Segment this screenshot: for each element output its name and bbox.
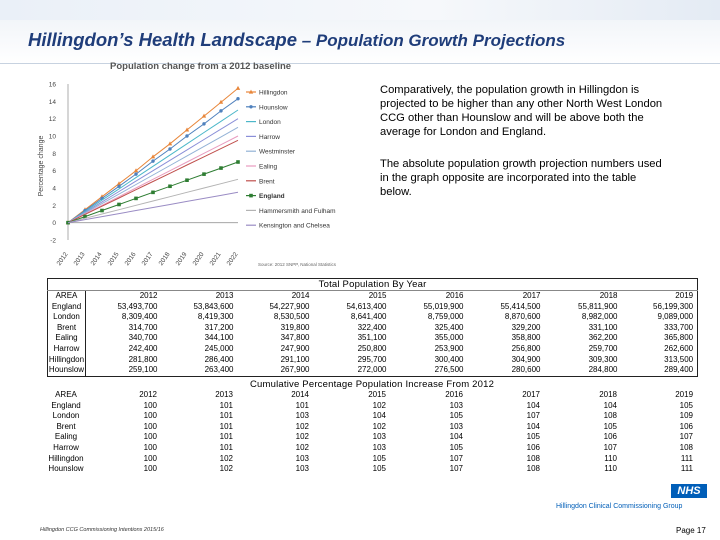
chart-data-point [185,134,188,137]
table-cell: 104 [603,400,617,410]
chart-legend-label: Brent [259,178,275,186]
chart-legend-label: Westminster [259,148,295,156]
table-cell: 280,600 [511,365,541,375]
table-cell: 100 [143,442,157,452]
title-main: Hillingdon’s Health Landscape [28,29,297,50]
area-name: Ealing [54,432,78,442]
table-cell: 53,493,700 [117,301,158,311]
chart-x-tick-label: 2019 [174,251,189,267]
table-cell: 309,300 [588,354,618,364]
area-name: Hillingdon [48,354,85,364]
table-cell: 259,700 [588,343,618,353]
chart-data-point [168,147,171,150]
table-cell: 105 [372,453,386,463]
table-cell: 106 [603,432,617,442]
table-cell: 100 [143,453,157,463]
table-cell: 105 [449,442,463,452]
chart-y-tick-label: 6 [52,168,56,176]
table-cell: 322,400 [357,322,387,332]
table-cell: 313,500 [664,354,694,364]
chart-y-tick-label: 8 [52,150,56,158]
year-header: 2016 [445,291,464,300]
table-cell: 110 [604,453,617,463]
table-cell: 107 [449,453,463,463]
organisation-name: Hillingdon Clinical Commissioning Group [556,503,683,510]
chart-source: Source: 2012 SNPP, National Statistics [258,262,336,267]
table-cell: 295,700 [357,354,387,364]
table-cell: 8,419,300 [197,312,234,322]
table-cell: 8,530,500 [273,312,310,322]
table-cell: 105 [372,464,386,474]
table-cell: 108 [526,464,540,474]
table-cell: 103 [449,421,463,431]
chart-series [66,86,240,225]
chart-data-point [117,203,121,207]
chart-x-tick-label: 2022 [225,251,240,267]
table-row [47,411,697,422]
area-name: London [48,312,86,323]
table-cell: 101 [219,400,233,410]
table-cell: 102 [295,432,309,442]
table-cell: 104 [449,432,463,442]
year-header: 2018 [599,390,617,399]
chart-legend-label: Ealing [259,163,278,171]
chart-data-point [168,184,172,188]
table-row [48,312,698,323]
table-cell: 314,700 [128,322,158,332]
table-cell: 267,900 [280,365,310,375]
total-population-table [47,278,698,377]
table-cell: 347,800 [280,333,310,343]
chart-y-tick-label: -2 [50,237,56,245]
area-name: England [48,302,86,313]
table-cell: 8,870,600 [504,312,541,322]
table-row [47,422,697,433]
area-header: AREA [48,291,86,302]
table-cell: 55,414,500 [500,301,541,311]
table-cell: 289,400 [664,365,694,375]
chart-x-tick-label: 2021 [208,251,223,267]
year-header: 2013 [215,291,234,300]
chart-y-tick-label: 4 [52,185,56,193]
table-cell: 103 [372,442,386,452]
chart-y-axis-label: Percentage change [38,135,45,197]
table-cell: 101 [295,400,309,410]
table-header-row [47,390,697,401]
chart-x-tick-label: 2016 [123,251,138,267]
table-row [47,432,697,443]
chart-legend-marker [249,194,253,198]
year-header: 2017 [522,390,540,399]
table-row [48,333,698,344]
table-cell: 276,500 [434,365,464,375]
paragraph-comparison: Comparatively, the population growth in Hillingdon is projected to be higher than any other North West London CCG other than Hounslow and will be above both the average for London and England. [380,84,663,138]
table-row [48,355,698,366]
chart-data-point [151,191,155,195]
chart-x-tick-label: 2014 [89,251,104,267]
paragraph-table-note: The absolute population growth projection numbers used in the graph opposite are incorporated into the table below. [380,158,662,198]
table-row [47,464,697,475]
table-cell: 55,019,900 [423,301,464,311]
cumulative-increase-table [47,379,697,475]
area-name: Hillingdon [48,453,84,463]
table-cell: 100 [143,464,157,474]
header-band [0,0,720,64]
table-cell: 300,400 [434,354,464,364]
year-header: 2014 [291,291,310,300]
total-population-body [48,279,698,377]
table-cell: 100 [143,421,157,431]
year-header: 2012 [139,291,158,300]
chart-legend [246,90,336,230]
chart-legend-label: London [259,119,281,127]
area-name: Harrow [48,344,86,355]
chart-data-point [151,159,154,162]
table-cell: 250,800 [357,343,387,353]
year-header: 2015 [368,291,387,300]
table-cell: 109 [679,411,694,421]
table-cell: 104 [526,421,540,431]
table-cell: 262,600 [664,343,694,353]
chart-data-point [219,166,223,170]
table-cell: 103 [449,400,463,410]
year-header: 2012 [139,390,157,399]
table-cell: 259,100 [128,365,158,375]
area-name: London [52,411,80,421]
title-sub: – Population Growth Projections [296,31,566,50]
year-header: 2019 [675,291,694,300]
table-cell: 103 [295,453,309,463]
chart-x-tick-label: 2018 [157,251,172,267]
table-cell: 256,800 [511,343,541,353]
area-name: Hounslow [48,464,84,474]
table-cell: 319,800 [280,322,310,332]
population-change-chart [30,56,360,274]
table-cell: 106 [526,442,540,452]
area-name: Hounslow [48,365,86,376]
chart-title: Population change from a 2012 baseline [110,61,292,72]
chart-series-line [68,110,238,223]
chart-legend-label: Hounslow [259,104,288,112]
chart-legend-label: Hillingdon [259,89,288,97]
table-cell: 247,900 [280,343,310,353]
table-row [48,365,698,376]
table-cell: 54,613,400 [346,301,387,311]
chart-data-point [100,209,104,213]
table-cell: 106 [679,421,694,431]
area-name: Harrow [53,442,79,452]
table-cell: 9,089,000 [657,312,694,322]
table-row [47,401,697,412]
table-cell: 325,400 [434,322,464,332]
table-cell: 263,400 [204,365,234,375]
chart-data-point [134,172,137,175]
chart-series-line [68,136,238,223]
table-cell: 100 [143,432,157,442]
area-name: England [51,400,81,410]
table-cell: 344,100 [204,333,234,343]
table-cell: 351,100 [357,333,387,343]
table-cell: 107 [603,442,617,452]
area-name: Brent [48,323,86,334]
year-header: 2013 [215,390,233,399]
table-cell: 107 [679,432,694,442]
chart-y-tick-label: 2 [52,202,56,210]
chart-data-point [236,97,239,100]
chart-y-tick-label: 12 [48,116,56,124]
chart-series-line [68,140,238,222]
table-cell: 362,200 [588,333,618,343]
table-row [48,323,698,334]
table-cell: 110 [604,464,617,474]
chart-x-tick-label: 2015 [106,251,121,267]
table-header-row [48,291,698,302]
table-cell: 333,700 [664,322,694,332]
table-cell: 102 [372,400,386,410]
nhs-logo: NHS [671,484,707,498]
chart-data-point [134,197,138,201]
table-cell: 365,800 [664,333,694,343]
chart-series-line [68,179,238,222]
chart-data-point [202,122,205,125]
chart-data-point [185,178,189,182]
year-header: 2018 [599,291,618,300]
chart-legend-label: Hammersmith and Fulham [259,207,336,215]
table-cell: 281,800 [128,354,158,364]
chart-x-tick-label: 2020 [191,251,206,267]
chart-x-tick-label: 2017 [140,251,155,267]
table-cell: 340,700 [128,333,158,343]
area-header: AREA [55,390,77,399]
chart-y-tick-label: 10 [48,133,56,141]
table-row [48,344,698,355]
table-cell: 8,309,400 [121,312,158,322]
table-cell: 100 [143,400,157,410]
table-caption-row [48,279,698,291]
chart-data-point [202,172,206,176]
table-cell: 286,400 [204,354,234,364]
table-cell: 104 [372,411,386,421]
chart-axes [49,82,240,267]
table-cell: 291,100 [280,354,310,364]
table-cell: 101 [219,432,233,442]
table-cell: 103 [295,411,309,421]
chart-x-tick-label: 2012 [55,251,70,267]
table-cell: 111 [680,453,694,463]
table-cell: 242,400 [128,343,158,353]
table-cell: 304,900 [511,354,541,364]
table-cell: 105 [603,421,617,431]
table-cell: 358,800 [511,333,541,343]
table-row [47,443,697,454]
table-cell: 101 [219,411,233,421]
year-header: 2016 [445,390,463,399]
table-cell: 108 [679,442,694,452]
table-caption-row [47,379,697,390]
chart-legend-label: Harrow [259,133,280,141]
table-cell: 55,811,900 [578,301,618,311]
table-cell: 272,000 [357,365,387,375]
table-cell: 245,000 [204,343,234,353]
table-cell: 101 [219,442,233,452]
table-cell: 8,641,400 [350,312,387,322]
chart-series-line [68,127,238,222]
table-cell: 100 [143,411,157,421]
table-cell: 111 [680,464,694,474]
table-cell: 331,100 [588,322,618,332]
chart-y-tick-label: 0 [52,220,56,228]
year-header: 2017 [522,291,541,300]
table-cell: 53,843,600 [193,301,234,311]
table-cell: 102 [219,453,233,463]
table-cell: 108 [526,453,540,463]
area-name: Brent [56,421,76,431]
chart-legend-label: England [259,193,285,201]
table-cell: 103 [295,464,309,474]
page-title [28,29,565,51]
year-header: 2014 [291,390,309,399]
chart-legend-label: Kensington and Chelsea [259,222,330,230]
table-cell: 102 [295,421,309,431]
table-cell: 56,199,300 [653,301,694,311]
chart-y-tick-label: 14 [48,98,56,106]
footer-note: Hillingdon CCG Commissioning Intentions 2015/16 [40,527,164,533]
year-header: 2015 [368,390,386,399]
table-cell: 107 [526,411,540,421]
chart-data-point [236,160,240,164]
table-cell: 329,200 [511,322,541,332]
table-cell: 284,800 [588,365,618,375]
table-cell: 107 [449,464,463,474]
table-cell: 355,000 [434,333,464,343]
chart-data-point [219,109,222,112]
table-cell: 104 [526,400,540,410]
table-cell: 103 [372,432,386,442]
year-header: 2019 [675,390,694,399]
chart-y-tick-label: 16 [48,81,56,89]
table-caption: Total Population By Year [48,279,698,291]
chart-x-tick-label: 2013 [72,251,87,267]
table-caption: Cumulative Percentage Population Increase From 2012 [249,379,495,390]
chart-data-point [236,86,240,90]
chart-legend-marker [249,105,252,108]
table-cell: 317,200 [204,322,234,332]
table-cell: 102 [219,464,233,474]
table-cell: 108 [603,411,617,421]
page-number: Page 17 [676,526,706,535]
table-cell: 54,227,900 [269,301,310,311]
table-cell: 102 [295,442,309,452]
chart-data-point [117,185,120,188]
table-cell: 105 [449,411,463,421]
area-name: Ealing [48,333,86,344]
table-row [47,454,697,465]
header-stripe [0,0,720,20]
table-cell: 253,900 [434,343,464,353]
table-row [48,302,698,313]
cumulative-increase-body [47,379,697,475]
table-cell: 105 [526,432,540,442]
table-cell: 8,982,000 [581,312,618,322]
chart-plot [38,61,337,267]
table-cell: 8,759,000 [427,312,464,322]
table-cell: 102 [372,421,386,431]
table-cell: 101 [219,421,233,431]
table-cell: 105 [679,400,694,410]
